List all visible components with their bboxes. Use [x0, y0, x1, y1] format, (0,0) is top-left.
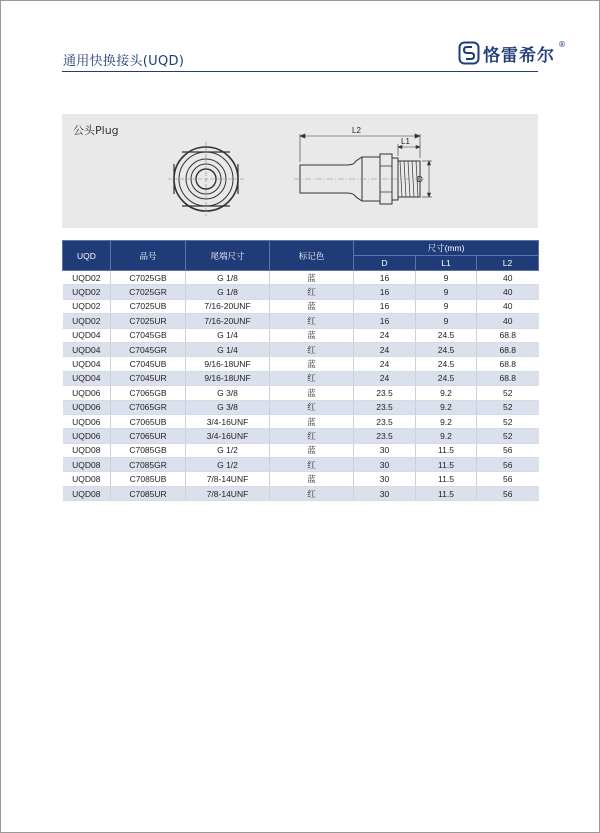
cell-thread: 7/8-14UNF: [186, 486, 270, 500]
cell-color: 红: [270, 486, 354, 500]
cell-d: 16: [354, 271, 416, 285]
cell-part: C7025UR: [111, 314, 186, 328]
cell-thread: G 1/2: [186, 458, 270, 472]
cell-l2: 68.8: [477, 342, 539, 356]
table-row: [63, 386, 539, 400]
cell-color: 蓝: [270, 472, 354, 486]
cell-l1: 11.5: [416, 472, 477, 486]
cell-part: C7085GR: [111, 458, 186, 472]
table-row: [63, 285, 539, 299]
product-figure-panel: [62, 114, 538, 228]
cell-l2: 40: [477, 285, 539, 299]
table-row: [63, 458, 539, 472]
cell-uqd: UQD06: [63, 414, 111, 428]
cell-color: 红: [270, 342, 354, 356]
cell-l2: 56: [477, 443, 539, 457]
spec-table: [62, 240, 539, 501]
cell-thread: 3/4-16UNF: [186, 414, 270, 428]
cell-color: 红: [270, 458, 354, 472]
cell-d: 23.5: [354, 429, 416, 443]
cell-l2: 40: [477, 271, 539, 285]
col-header-uqd: UQD: [63, 241, 111, 271]
logo-text: 恪雷希尔: [483, 45, 555, 66]
cell-l2: 56: [477, 458, 539, 472]
cell-d: 16: [354, 285, 416, 299]
cell-l2: 40: [477, 314, 539, 328]
page-title: 通用快换接头(UQD): [63, 54, 185, 69]
cell-l2: 56: [477, 486, 539, 500]
cell-uqd: UQD02: [63, 299, 111, 313]
cell-uqd: UQD06: [63, 400, 111, 414]
cell-uqd: UQD04: [63, 371, 111, 385]
table-row: [63, 472, 539, 486]
table-row: [63, 486, 539, 500]
cell-color: 蓝: [270, 357, 354, 371]
cell-color: 蓝: [270, 386, 354, 400]
cell-thread: G 1/2: [186, 443, 270, 457]
cell-l1: 9.2: [416, 414, 477, 428]
table-row: [63, 400, 539, 414]
cell-uqd: UQD02: [63, 271, 111, 285]
cell-d: 23.5: [354, 414, 416, 428]
cell-l1: 9: [416, 314, 477, 328]
cell-l1: 24.5: [416, 371, 477, 385]
cell-l2: 52: [477, 400, 539, 414]
dim-label-d: D: [417, 175, 423, 184]
cell-part: C7065GR: [111, 400, 186, 414]
cell-color: 蓝: [270, 299, 354, 313]
logo-mark-icon: [458, 41, 480, 65]
cell-thread: G 1/4: [186, 328, 270, 342]
cell-part: C7045UB: [111, 357, 186, 371]
cell-thread: 9/16-18UNF: [186, 371, 270, 385]
col-header-l2: L2: [477, 256, 539, 271]
cell-part: C7045GB: [111, 328, 186, 342]
cell-uqd: UQD02: [63, 285, 111, 299]
cell-thread: 9/16-18UNF: [186, 357, 270, 371]
cell-uqd: UQD04: [63, 357, 111, 371]
table-row: [63, 443, 539, 457]
col-header-thread: 尾端尺寸: [186, 241, 270, 271]
cell-uqd: UQD08: [63, 458, 111, 472]
table-row: [63, 429, 539, 443]
registered-mark: ®: [558, 40, 566, 49]
cell-l2: 52: [477, 414, 539, 428]
cell-d: 24: [354, 328, 416, 342]
cell-l2: 52: [477, 429, 539, 443]
cell-thread: 7/16-20UNF: [186, 314, 270, 328]
table-row: [63, 371, 539, 385]
cell-thread: 3/4-16UNF: [186, 429, 270, 443]
cell-d: 30: [354, 486, 416, 500]
cell-l1: 9: [416, 299, 477, 313]
cell-d: 24: [354, 371, 416, 385]
cell-thread: 7/16-20UNF: [186, 299, 270, 313]
cell-l1: 24.5: [416, 342, 477, 356]
cell-uqd: UQD04: [63, 328, 111, 342]
dim-label-l2: L2: [352, 126, 361, 135]
brand-logo: [458, 38, 566, 68]
cell-l2: 68.8: [477, 357, 539, 371]
cell-color: 红: [270, 371, 354, 385]
cell-part: C7045UR: [111, 371, 186, 385]
cell-part: C7025UB: [111, 299, 186, 313]
table-row: [63, 342, 539, 356]
cell-thread: G 3/8: [186, 386, 270, 400]
cell-part: C7085GB: [111, 443, 186, 457]
col-header-color: 标记色: [270, 241, 354, 271]
table-row: [63, 328, 539, 342]
cell-color: 红: [270, 429, 354, 443]
cell-l2: 68.8: [477, 328, 539, 342]
cell-l1: 11.5: [416, 458, 477, 472]
cell-d: 30: [354, 472, 416, 486]
table-row: [63, 271, 539, 285]
cell-part: C7085UB: [111, 472, 186, 486]
cell-uqd: UQD08: [63, 472, 111, 486]
figure-label: 公头Plug: [73, 124, 119, 137]
cell-d: 30: [354, 458, 416, 472]
cell-l2: 68.8: [477, 371, 539, 385]
cell-color: 红: [270, 314, 354, 328]
cell-d: 23.5: [354, 386, 416, 400]
cell-uqd: UQD04: [63, 342, 111, 356]
cell-uqd: UQD06: [63, 429, 111, 443]
cell-l2: 40: [477, 299, 539, 313]
cell-thread: G 3/8: [186, 400, 270, 414]
table-row: [63, 299, 539, 313]
spec-table-body: [63, 271, 539, 501]
cell-color: 红: [270, 400, 354, 414]
cell-part: C7025GB: [111, 271, 186, 285]
cell-l2: 56: [477, 472, 539, 486]
cell-part: C7065UB: [111, 414, 186, 428]
col-header-d: D: [354, 256, 416, 271]
cell-l1: 9.2: [416, 429, 477, 443]
cell-color: 蓝: [270, 271, 354, 285]
col-header-l1: L1: [416, 256, 477, 271]
dim-label-l1: L1: [401, 137, 410, 146]
cell-l2: 52: [477, 386, 539, 400]
table-row: [63, 314, 539, 328]
cell-uqd: UQD06: [63, 386, 111, 400]
cell-l1: 9.2: [416, 400, 477, 414]
col-header-part: 品号: [111, 241, 186, 271]
table-row: [63, 414, 539, 428]
cell-uqd: UQD02: [63, 314, 111, 328]
cell-l1: 11.5: [416, 443, 477, 457]
table-row: [63, 357, 539, 371]
header-divider: [62, 71, 538, 72]
cell-uqd: UQD08: [63, 443, 111, 457]
cell-thread: G 1/4: [186, 342, 270, 356]
cell-part: C7045GR: [111, 342, 186, 356]
cell-part: C7025GR: [111, 285, 186, 299]
cell-d: 16: [354, 314, 416, 328]
cell-thread: 7/8-14UNF: [186, 472, 270, 486]
cell-part: C7065GB: [111, 386, 186, 400]
cell-color: 红: [270, 285, 354, 299]
cell-thread: G 1/8: [186, 285, 270, 299]
cell-l1: 24.5: [416, 328, 477, 342]
cell-l1: 9: [416, 271, 477, 285]
col-header-size: 尺寸(mm): [354, 241, 539, 256]
cell-l1: 9.2: [416, 386, 477, 400]
cell-color: 蓝: [270, 328, 354, 342]
cell-d: 23.5: [354, 400, 416, 414]
cell-d: 16: [354, 299, 416, 313]
cell-thread: G 1/8: [186, 271, 270, 285]
cell-d: 24: [354, 357, 416, 371]
cell-part: C7065UR: [111, 429, 186, 443]
cell-l1: 24.5: [416, 357, 477, 371]
cell-color: 蓝: [270, 414, 354, 428]
cell-d: 30: [354, 443, 416, 457]
cell-l1: 11.5: [416, 486, 477, 500]
plug-front-view-drawing: [62, 114, 538, 228]
cell-d: 24: [354, 342, 416, 356]
cell-part: C7085UR: [111, 486, 186, 500]
cell-l1: 9: [416, 285, 477, 299]
cell-color: 蓝: [270, 443, 354, 457]
cell-uqd: UQD08: [63, 486, 111, 500]
